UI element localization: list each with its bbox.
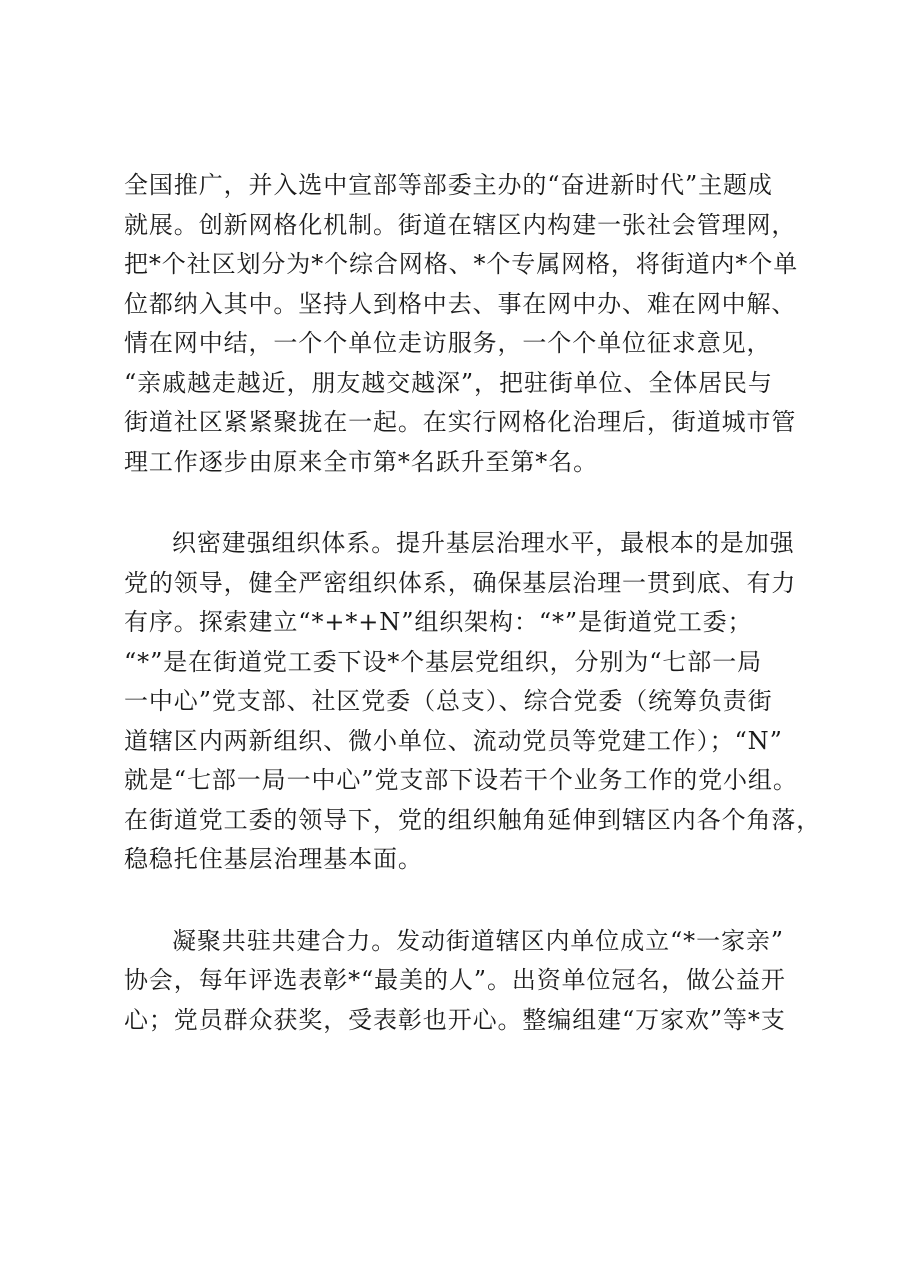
text-line: “*”是在街道党工委下设*个基层党组织，分别为“七部一局 (124, 647, 763, 676)
text-line: 位都纳入其中。坚持人到格中去、事在网中办、难在网中解、 (124, 289, 797, 318)
paragraph-gap (124, 880, 814, 922)
document-body (124, 166, 822, 1040)
paragraph-gap (124, 482, 814, 524)
text-line: 情在网中结，一个个单位走访服务，一个个单位征求意见， (124, 329, 772, 357)
text-line: 织密建强组织体系。提升基层治理水平，最根本的是加强 (172, 529, 795, 557)
text-line: 道辖区内两新组织、微小单位、流动党员等党建工作）；“N” (124, 726, 783, 755)
text-line: 就展。创新网格化机制。街道在辖区内构建一张社会管理网， (124, 210, 797, 239)
paragraph-2 (124, 524, 822, 880)
text-line: 把*个社区划分为*个综合网格、*个专属网格，将街道内*个单 (124, 250, 799, 278)
text-line: 全国推广，并入选中宣部等部委主办的“奋进新时代”主题成 (124, 171, 773, 199)
paragraph-1 (124, 166, 814, 482)
text-line: 街道社区紧紧聚拢在一起。在实行网格化治理后，街道城市管 (124, 408, 797, 436)
text-line: 稳稳托住基层治理基本面。 (124, 845, 423, 873)
text-line: 在街道党工委的领导下，党的组织触角延伸到辖区内各个角落， (124, 805, 822, 834)
paragraph-3 (124, 922, 814, 1041)
text-line: “亲戚越走越近，朋友越交越深”，把驻街单位、全体居民与 (124, 368, 773, 397)
text-line: 凝聚共驻共建合力。发动街道辖区内单位成立“*一家亲” (172, 926, 784, 955)
text-line: 理工作逐步由原来全市第*名跃升至第*名。 (124, 447, 598, 476)
text-line: 就是“七部一局一中心”党支部下设若干个业务工作的党小组。 (124, 766, 798, 794)
text-line: 心；党员群众获奖，受表彰也开心。整编组建“万家欢”等*支 (124, 1005, 786, 1034)
text-line: 协会，每年评选表彰*“最美的人”。出资单位冠名，做公益开 (124, 966, 786, 994)
text-line: 党的领导，健全严密组织体系，确保基层治理一贯到底、有力 (124, 568, 797, 597)
text-line: 一中心”党支部、社区党委（总支）、综合党委（统筹负责街 (124, 687, 773, 715)
text-line: 有序。探索建立“*+*+N”组织架构：“*”是街道党工委； (124, 608, 753, 636)
